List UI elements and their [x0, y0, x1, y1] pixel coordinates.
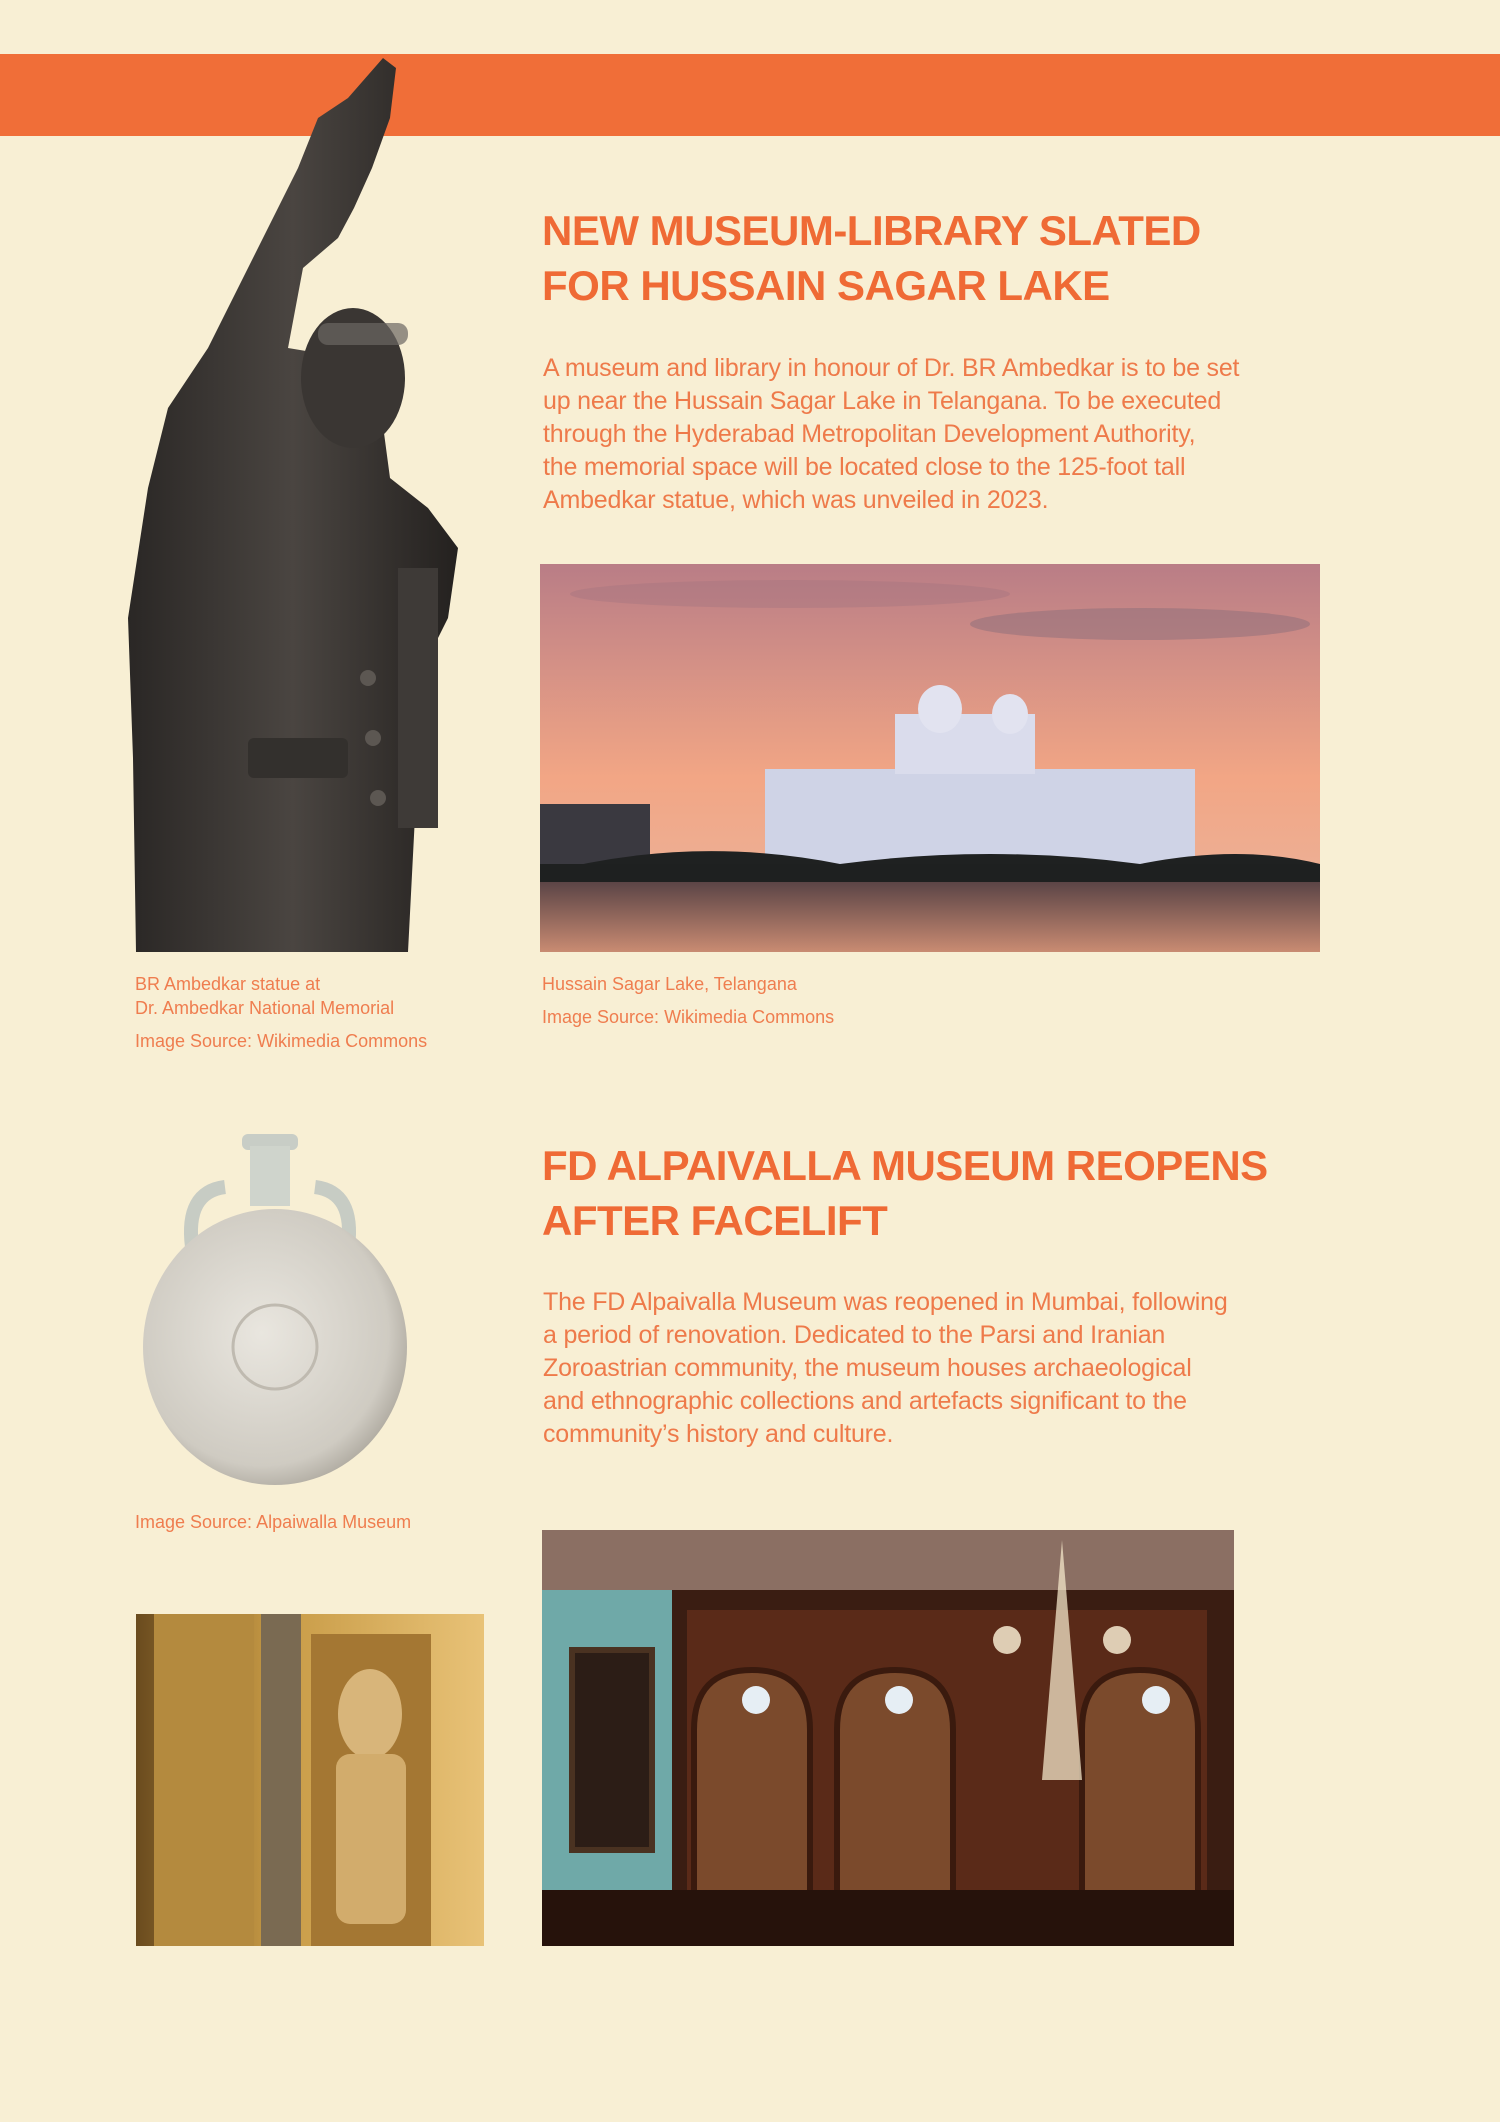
ceramic-flask-photo — [140, 1132, 410, 1490]
article-body-museum-library: A museum and library in honour of Dr. BR Ambedkar is to be set up near the Hussain Sagar Lake in Telangana. To be executed through the Hyderabad Metropolitan Development Authority, the memorial space will be located close to the 125-foot tall Ambedkar statue, which was unveiled in 2023. — [543, 354, 1240, 514]
lamassu-sculpture-photo — [136, 1614, 484, 1946]
caption-statue-line1: BR Ambedkar statue at — [135, 974, 321, 994]
museum-interior-photo — [542, 1530, 1234, 1946]
hussain-sagar-lake-photo — [540, 564, 1320, 952]
caption-flask-source: Image Source: Alpaiwalla Museum — [135, 1512, 412, 1532]
caption-lake — [542, 972, 1042, 1029]
caption-lake-title: Hussain Sagar Lake, Telangana — [542, 974, 797, 994]
headline-museum-library: NEW MUSEUM-LIBRARY SLATED FOR HUSSAIN SAGAR LAKE — [542, 207, 1201, 309]
caption-statue — [135, 972, 515, 1053]
caption-statue-line2: Dr. Ambedkar National Memorial — [135, 998, 395, 1018]
caption-lake-source: Image Source: Wikimedia Commons — [542, 1007, 835, 1027]
headline-alpaivalla-museum: FD ALPAIVALLA MUSEUM REOPENS AFTER FACELIFT — [542, 1142, 1268, 1244]
article-body-alpaivalla-museum: The FD Alpaivalla Museum was reopened in Mumbai, following a period of renovation. Dedicated to the Parsi and Iranian Zoroastrian community, the museum houses archaeological and ethnographic collections and artefacts significant to the community’s history and culture. — [543, 1288, 1228, 1448]
caption-statue-source: Image Source: Wikimedia Commons — [135, 1031, 428, 1051]
ambedkar-statue-photo — [128, 58, 528, 952]
